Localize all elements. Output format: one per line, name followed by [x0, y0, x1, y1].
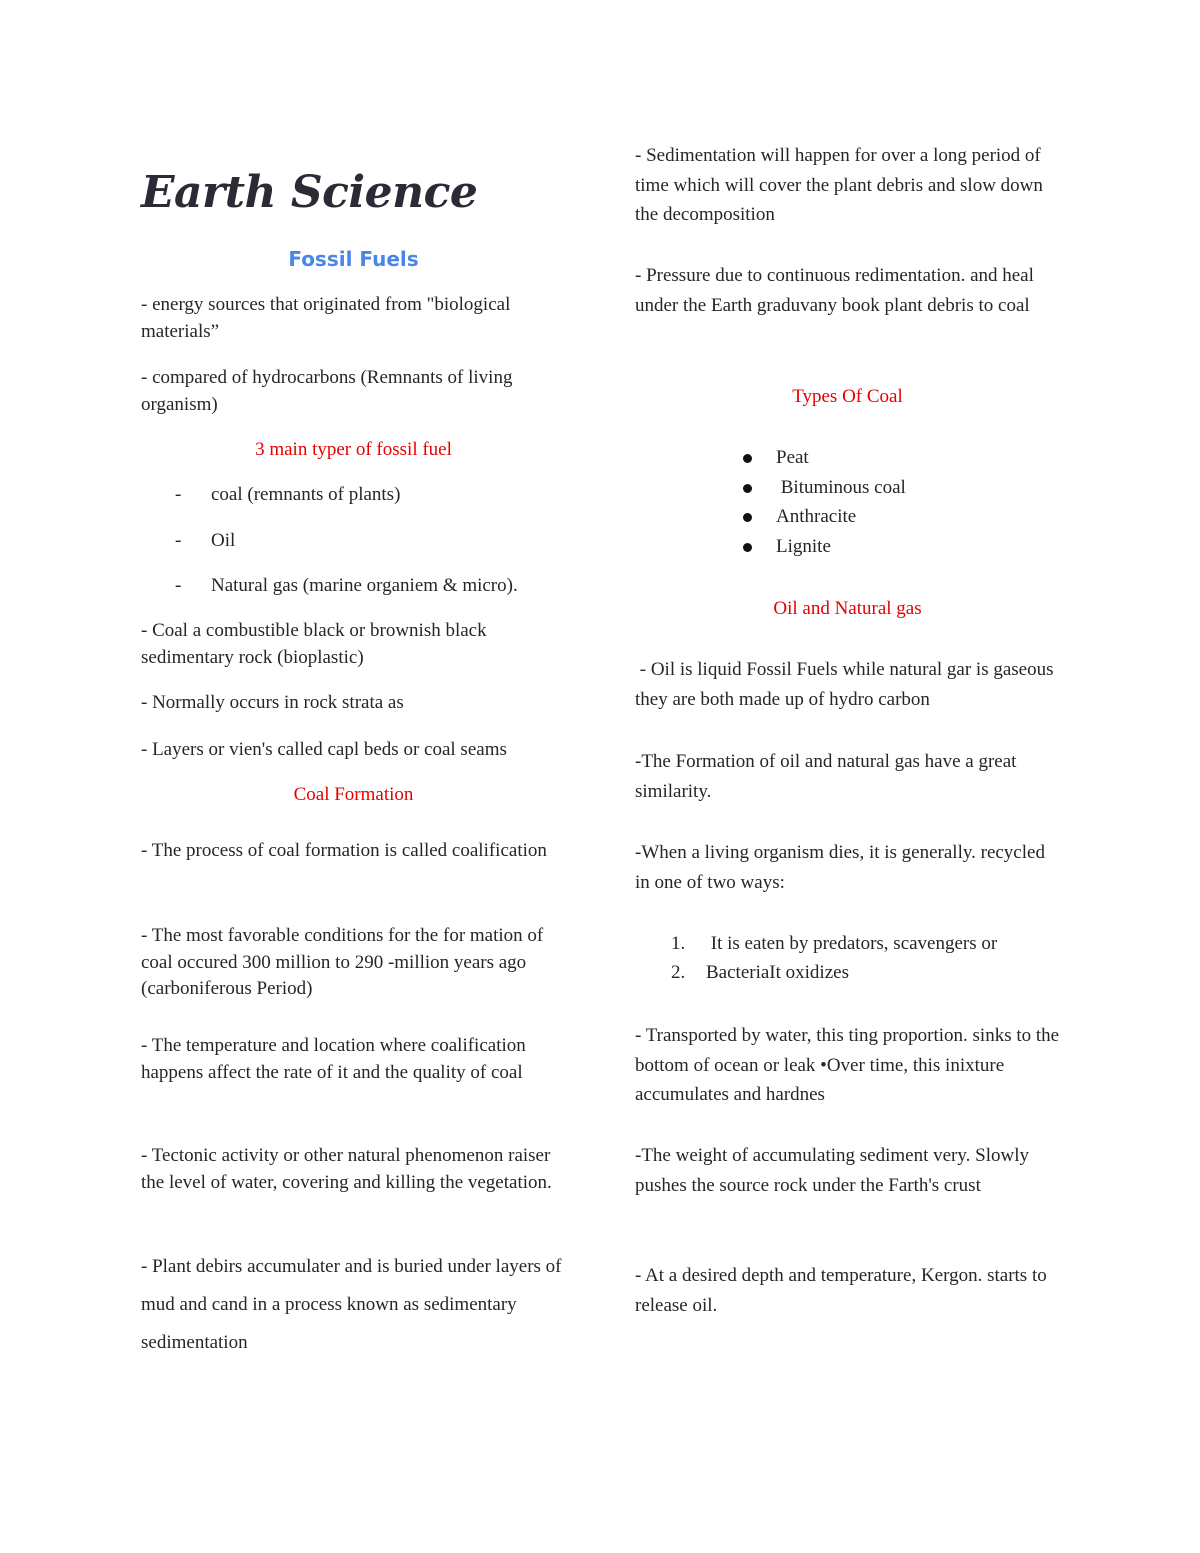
plant-debris-paragraph: - Plant debirs accumulater and is buried under layers of mud and cand in a process known as sedimentary sedimentation: [141, 1256, 562, 1353]
fossil-fuels-heading: Fossil Fuels: [288, 247, 419, 271]
list-item-text: Bituminous coal: [776, 477, 906, 498]
bullet-icon: [743, 513, 752, 522]
list-number: 1.: [671, 933, 686, 954]
list-item: [635, 502, 1060, 532]
list-item-text: Oil: [211, 530, 236, 551]
list-item: [635, 473, 1060, 503]
list-item: [635, 443, 1060, 473]
oil-natural-gas-heading: Oil and Natural gas: [773, 598, 922, 619]
favorable-conditions-paragraph: - The most favorable conditions for the for mation of coal occured 300 million to 290 -million years ago (carboniferous Period): [141, 925, 544, 999]
dash-marker: -: [175, 484, 182, 505]
transport-paragraph: - Transported by water, this ting proportion. sinks to the bottom of ocean or leak •Over time, this inixture accumulates and hardnes: [635, 1025, 1060, 1105]
composition-paragraph: - compared of hydrocarbons (Remnants of living organism): [141, 367, 513, 415]
temperature-location-paragraph: - The temperature and location where coalification happens affect the rate of it and the quality of coal: [141, 1035, 526, 1083]
list-number: 2.: [671, 962, 686, 983]
sediment-weight-paragraph: -The weight of accumulating sediment very. Slowly pushes the source rock under the Farth's crust: [635, 1145, 1029, 1196]
coalification-paragraph: - The process of coal formation is called coalification: [141, 840, 547, 861]
list-item-text: coal (remnants of plants): [211, 484, 401, 505]
coal-formation-heading: Coal Formation: [293, 784, 414, 805]
list-item-text: Lignite: [776, 536, 831, 557]
sedimentation-paragraph: - Sedimentation will happen for over a long period of time which will cover the plant debris and slow down the decomposition: [635, 145, 1043, 225]
bullet-icon: [743, 484, 752, 493]
types-of-coal-heading: Types Of Coal: [792, 386, 903, 407]
list-item-text: Natural gas (marine organiem & micro).: [211, 575, 518, 596]
list-item: [635, 532, 1060, 562]
coal-occurrence-paragraph: - Normally occurs in rock strata as: [141, 692, 404, 713]
coal-definition-paragraph: - Coal a combustible black or brownish black sedimentary rock (bioplastic): [141, 620, 487, 668]
pressure-paragraph: - Pressure due to continuous redimentation. and heal under the Earth graduvany book plant debris to coal: [635, 265, 1034, 316]
list-item: [635, 958, 1060, 988]
bullet-icon: [743, 543, 752, 552]
oil-formation-paragraph: -The Formation of oil and natural gas have a great similarity.: [635, 751, 1017, 802]
oil-definition-paragraph: - Oil is liquid Fossil Fuels while natural gar is gaseous they are both made up of hydro carbon: [635, 659, 1059, 710]
bullet-icon: [743, 454, 752, 463]
oil-release-paragraph: - At a desired depth and temperature, Kergon. starts to release oil.: [635, 1265, 1047, 1316]
fuel-types-heading: 3 main typer of fossil fuel: [255, 439, 452, 460]
tectonic-activity-paragraph: - Tectonic activity or other natural phenomenon raiser the level of water, covering and killing the vegetation.: [141, 1145, 552, 1193]
organism-recycling-paragraph: -When a living organism dies, it is generally. recycled in one of two ways:: [635, 842, 1045, 893]
list-item: [635, 929, 1060, 959]
list-item-text: BacteriaIt oxidizes: [706, 962, 849, 983]
document-title: Earth Science: [141, 167, 478, 218]
dash-marker: -: [175, 575, 182, 596]
list-item-text: It is eaten by predators, scavengers or: [706, 933, 998, 954]
list-item-text: Peat: [776, 447, 809, 468]
coal-seams-paragraph: - Layers or vien's called capl beds or coal seams: [141, 739, 507, 760]
definition-paragraph: - energy sources that originated from "biological materials”: [141, 294, 511, 342]
list-item-text: Anthracite: [776, 506, 857, 527]
dash-marker: -: [175, 530, 182, 551]
